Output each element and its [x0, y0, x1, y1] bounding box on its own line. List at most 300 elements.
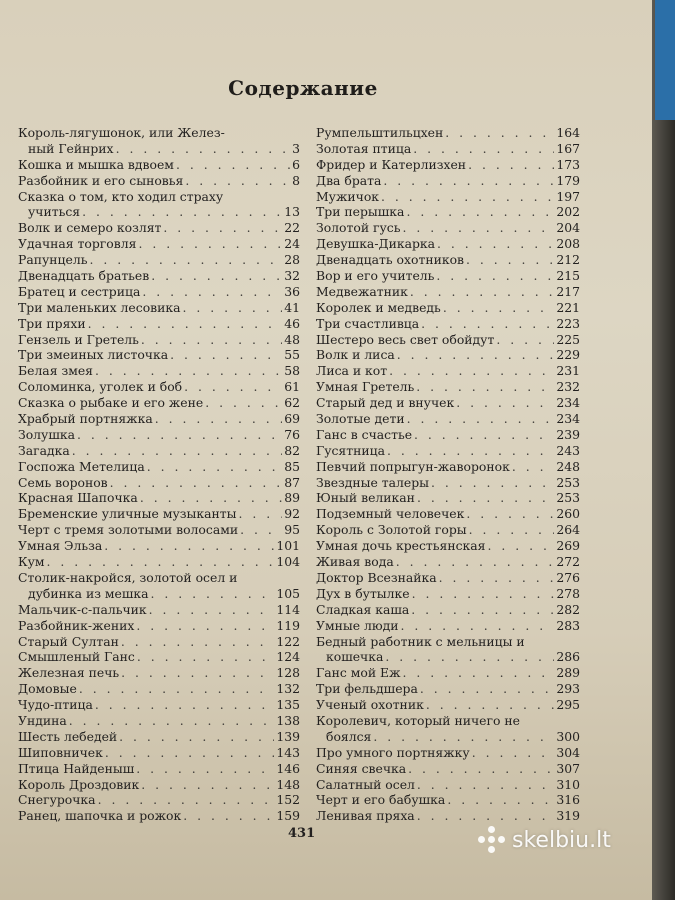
dot-leader: [445, 125, 554, 141]
toc-entry-title: Шесть лебедей: [18, 728, 118, 744]
dot-leader: [443, 300, 555, 316]
toc-entry: [18, 522, 300, 538]
toc-entry-title: Рапунцель: [18, 252, 88, 268]
toc-entry-page: 105: [276, 585, 300, 601]
dot-leader: [406, 204, 554, 220]
toc-entry-page: 139: [276, 728, 300, 744]
toc-entry-title: Снегурочка: [18, 792, 96, 808]
dot-leader: [417, 777, 554, 793]
dot-leader: [69, 713, 275, 729]
toc-entry: [316, 618, 580, 634]
toc-entry-title: Сказка о рыбаке и его жене: [18, 395, 204, 411]
toc-entry: [316, 808, 580, 824]
toc-entry: [316, 792, 580, 808]
toc-entry: [18, 443, 300, 459]
toc-entry: [18, 173, 300, 189]
toc-entry-page: 8: [292, 172, 300, 188]
toc-entry-page: 232: [556, 379, 580, 395]
dot-leader: [383, 173, 554, 189]
toc-entry-page: 243: [556, 442, 580, 458]
dot-leader: [421, 316, 554, 332]
toc-entry-title: Удачная торговля: [18, 236, 137, 252]
toc-entry-title: Двенадцать братьев: [18, 268, 150, 284]
toc-entry-page: 272: [556, 554, 580, 570]
watermark-text: skelbiu.lt: [512, 827, 611, 853]
toc-entry-page: 215: [556, 268, 580, 284]
dot-leader: [136, 618, 274, 634]
toc-entry: [18, 618, 300, 634]
toc-entry: [18, 490, 300, 506]
toc-entry: [316, 649, 580, 665]
toc-entry: [316, 777, 580, 793]
toc-entry-page: 148: [276, 776, 300, 792]
toc-right-column: [316, 125, 580, 824]
toc-entry-title: Певчий попрыгун-жаворонок: [316, 458, 510, 474]
dot-leader: [88, 316, 283, 332]
dot-leader: [95, 363, 282, 379]
dot-leader: [141, 332, 282, 348]
toc-entry: [316, 475, 580, 491]
dot-leader: [381, 189, 554, 205]
toc-entry-title: Гусятница: [316, 442, 385, 458]
toc-entry-title: Два брата: [316, 172, 382, 188]
toc-entry-page: 260: [556, 506, 580, 522]
toc-entry-title: Черт с тремя золотыми волосами: [18, 522, 239, 538]
toc-entry: [18, 761, 300, 777]
toc-entry-page: 316: [556, 792, 580, 808]
dot-leader: [439, 570, 555, 586]
toc-entry-page: 36: [284, 283, 300, 299]
dots-logo-icon: [478, 826, 506, 854]
toc-entry-page: 146: [276, 760, 300, 776]
toc-entry-title: Ганс мой Еж: [316, 665, 401, 681]
toc-entry: [316, 189, 580, 205]
dot-leader: [401, 618, 555, 634]
toc-entry-page: 3: [292, 140, 300, 156]
dot-leader: [151, 586, 275, 602]
book-edge: [652, 0, 675, 900]
toc-entry-page: 269: [556, 538, 580, 554]
toc-entry-title: Умные люди: [316, 617, 399, 633]
toc-entry-title: Загадка: [18, 442, 70, 458]
toc-entry-page: 143: [276, 744, 300, 760]
toc-entry-page: 124: [276, 649, 300, 665]
toc-entry: [316, 586, 580, 602]
dot-leader: [385, 649, 554, 665]
toc-entry-title: Дух в бутылке: [316, 585, 410, 601]
toc-entry: [316, 681, 580, 697]
dot-leader: [468, 157, 554, 173]
book-cover-edge: [655, 0, 675, 120]
dot-leader: [138, 236, 282, 252]
toc-entry-title: Гензель и Гретель: [18, 331, 139, 347]
toc-entry-title: Черт и его бабушка: [316, 792, 446, 808]
toc-entry-page: 6: [292, 156, 300, 172]
toc-entry: [18, 586, 300, 602]
toc-entry-page: 32: [284, 268, 300, 284]
dot-leader: [412, 586, 555, 602]
toc-entry-title: Салатный осел: [316, 776, 415, 792]
toc-entry-page: 289: [556, 665, 580, 681]
toc-entry: [18, 792, 300, 808]
dot-leader: [447, 792, 554, 808]
toc-entry-page: 89: [284, 490, 300, 506]
dot-leader: [82, 204, 282, 220]
dot-leader: [121, 665, 274, 681]
toc-entry: [18, 729, 300, 745]
toc-entry-title: дубинка из мешка: [28, 585, 149, 601]
dot-leader: [437, 236, 554, 252]
toc-entry-page: 24: [284, 236, 300, 252]
toc-entry: [316, 363, 580, 379]
toc-entry-page: 85: [284, 458, 300, 474]
toc-entry: [316, 697, 580, 713]
dot-leader: [183, 808, 274, 824]
toc-entry: [316, 411, 580, 427]
dot-leader: [140, 490, 282, 506]
toc-entry-title: Кошка и мышка вдвоем: [18, 156, 174, 172]
toc-entry-title: Смышленый Ганс: [18, 649, 135, 665]
toc-entry-title: Королек и медведь: [316, 299, 441, 315]
dot-leader: [436, 268, 554, 284]
dot-leader: [417, 808, 555, 824]
toc-entry-page: 300: [556, 728, 580, 744]
dot-leader: [487, 538, 554, 554]
dot-leader: [163, 220, 282, 236]
dot-leader: [155, 411, 283, 427]
toc-entry-title: Мужичок: [316, 188, 380, 204]
toc-entry-page: 132: [276, 681, 300, 697]
toc-entry: [316, 300, 580, 316]
toc-entry: [18, 363, 300, 379]
dot-leader: [413, 141, 554, 157]
toc-entry: [316, 236, 580, 252]
toc-entry-page: 234: [556, 395, 580, 411]
toc-left-column: [18, 125, 300, 824]
toc-entry-title: Шиповничек: [18, 744, 103, 760]
toc-entry: [316, 634, 580, 650]
toc-entry-title: Фридер и Катерлизхен: [316, 156, 467, 172]
toc-entry: [316, 459, 580, 475]
toc-entry-title: Золушка: [18, 426, 75, 442]
toc-entry: [18, 284, 300, 300]
toc-entry-title: Белая змея: [18, 363, 93, 379]
toc-entry: [316, 506, 580, 522]
dot-leader: [496, 332, 554, 348]
toc-entry-title: Ранец, шапочка и рожок: [18, 808, 182, 824]
toc-entry: [18, 332, 300, 348]
toc-entry-page: 48: [284, 331, 300, 347]
toc-entry: [18, 395, 300, 411]
toc-entry-title: Чудо-птица: [18, 697, 93, 713]
toc-entry-title: Птица Найденыш: [18, 760, 135, 776]
toc-entry-page: 95: [284, 522, 300, 538]
toc-entry-title: Кум: [18, 554, 45, 570]
toc-entry-title: Братец и сестрица: [18, 283, 141, 299]
dot-leader: [420, 681, 555, 697]
toc-entry-page: 61: [284, 379, 300, 395]
dot-leader: [183, 300, 283, 316]
dot-leader: [95, 697, 274, 713]
toc-entry-page: 173: [556, 156, 580, 172]
toc-entry-page: 253: [556, 490, 580, 506]
toc-entry-title: Красная Шапочка: [18, 490, 138, 506]
toc-entry-title: Сладкая каша: [316, 601, 410, 617]
toc-entry-title: Ундина: [18, 712, 67, 728]
toc-entry-page: 221: [556, 299, 580, 315]
toc-entry-title: Столик-накройся, золотой осел и: [18, 569, 238, 585]
toc-entry: [316, 745, 580, 761]
toc-entry-title: Юный великан: [316, 490, 415, 506]
toc-entry-title: Храбрый портняжка: [18, 411, 153, 427]
toc-entry-title: Разбойник и его сыновья: [18, 172, 184, 188]
toc-entry-page: 138: [276, 712, 300, 728]
dot-leader: [147, 459, 282, 475]
toc-entry-page: 122: [276, 633, 300, 649]
toc-entry: [18, 252, 300, 268]
dot-leader: [185, 173, 290, 189]
toc-entry-page: 104: [276, 554, 300, 570]
toc-entry-page: 304: [556, 744, 580, 760]
dot-leader: [456, 395, 554, 411]
toc-entry-page: 229: [556, 347, 580, 363]
dot-leader: [469, 522, 555, 538]
toc-entry-title: Подземный человечек: [316, 506, 465, 522]
toc-entry: [316, 538, 580, 554]
toc-entry-page: 87: [284, 474, 300, 490]
toc-entry: [316, 141, 580, 157]
toc-entry-title: Вор и его учитель: [316, 268, 435, 284]
toc-entry: [316, 761, 580, 777]
toc-entry-page: 46: [284, 315, 300, 331]
toc-entry-page: 197: [556, 188, 580, 204]
toc-entry: [18, 268, 300, 284]
toc-entry: [18, 316, 300, 332]
toc-entry: [18, 554, 300, 570]
toc-entry: [316, 427, 580, 443]
toc-entry-page: 278: [556, 585, 580, 601]
dot-leader: [89, 252, 282, 268]
dot-leader: [426, 697, 555, 713]
dot-leader: [240, 522, 282, 538]
toc-entry-page: 28: [284, 252, 300, 268]
dot-leader: [403, 220, 555, 236]
dot-leader: [411, 602, 554, 618]
dot-leader: [373, 729, 554, 745]
toc-entry-title: Золотые дети: [316, 411, 405, 427]
toc-entry-title: Король-лягушонок, или Желез-: [18, 125, 225, 140]
toc-entry-page: 234: [556, 411, 580, 427]
toc-entry-title: кошечка: [326, 649, 384, 665]
toc-entry-page: 282: [556, 601, 580, 617]
toc-entry-page: 76: [284, 426, 300, 442]
toc-entry-title: Девушка-Дикарка: [316, 236, 436, 252]
toc-entry: [18, 649, 300, 665]
toc-entry: [316, 284, 580, 300]
dot-leader: [47, 554, 275, 570]
toc-entry-title: Доктор Всезнайка: [316, 569, 437, 585]
toc-entry: [18, 506, 300, 522]
toc-entry-page: 119: [276, 617, 300, 633]
dot-leader: [104, 538, 274, 554]
page-number: 431: [288, 826, 316, 841]
toc-entry: [18, 681, 300, 697]
toc-entry: [316, 395, 580, 411]
toc-entry-page: 69: [284, 411, 300, 427]
toc-entry: [18, 141, 300, 157]
toc-entry: [316, 665, 580, 681]
dot-leader: [512, 459, 555, 475]
toc-entry: [316, 443, 580, 459]
dot-leader: [417, 490, 554, 506]
dot-leader: [387, 443, 554, 459]
toc-entry: [316, 347, 580, 363]
toc-entry: [316, 522, 580, 538]
toc-entry-title: Золотая птица: [316, 140, 412, 156]
dot-leader: [184, 379, 282, 395]
dot-leader: [402, 665, 554, 681]
toc-entry-title: Медвежатник: [316, 283, 408, 299]
toc-entry-title: Про умного портняжку: [316, 744, 470, 760]
toc-entry-title: Звездные талеры: [316, 474, 430, 490]
dot-leader: [466, 506, 554, 522]
dot-leader: [142, 284, 282, 300]
toc-entry-title: Ленивая пряха: [316, 808, 415, 824]
watermark: [478, 826, 611, 854]
toc-entry-title: Румпельштильцхен: [316, 125, 444, 140]
toc-entry: [316, 125, 580, 141]
dot-leader: [389, 363, 554, 379]
toc-entry: [316, 204, 580, 220]
dot-leader: [416, 379, 554, 395]
toc-entry-page: 223: [556, 315, 580, 331]
toc-entry-title: Госпожа Метелица: [18, 458, 145, 474]
dot-leader: [407, 411, 555, 427]
toc-entry-title: Золотой гусь: [316, 220, 401, 236]
toc-entry: [18, 411, 300, 427]
toc-entry: [18, 379, 300, 395]
toc-entry: [316, 268, 580, 284]
toc-entry: [316, 602, 580, 618]
dot-leader: [77, 427, 282, 443]
toc-entry-title: Король с Золотой горы: [316, 522, 467, 538]
toc-entry-title: Синяя свечка: [316, 760, 407, 776]
toc-entry-title: Домовые: [18, 681, 77, 697]
toc-entry: [18, 808, 300, 824]
toc-entry: [18, 347, 300, 363]
toc-entry: [18, 777, 300, 793]
toc-entry: [316, 570, 580, 586]
toc-entry: [316, 173, 580, 189]
dot-leader: [72, 443, 282, 459]
toc-entry-title: Три счастливца: [316, 315, 420, 331]
toc-entry: [18, 745, 300, 761]
toc-entry-page: 55: [284, 347, 300, 363]
toc-entry-page: 135: [276, 697, 300, 713]
toc-entry: [18, 459, 300, 475]
toc-entry-title: Бедный работник с мельницы и: [316, 633, 525, 649]
toc-entry-page: 159: [276, 808, 300, 824]
toc-entry-page: 13: [284, 204, 300, 220]
dot-leader: [414, 427, 554, 443]
toc-entry: [18, 220, 300, 236]
toc-entry: [18, 634, 300, 650]
page-title: Содержание: [228, 76, 378, 100]
toc-entry-title: Мальчик-с-пальчик: [18, 601, 147, 617]
toc-entry: [316, 332, 580, 348]
toc-entry: [18, 602, 300, 618]
dot-leader: [176, 157, 290, 173]
toc-entry: [18, 157, 300, 173]
toc-entry-page: 128: [276, 665, 300, 681]
toc-entry-title: Лиса и кот: [316, 363, 388, 379]
dot-leader: [137, 649, 275, 665]
toc-entry-title: Умная Эльза: [18, 538, 103, 554]
toc-entry-page: 92: [284, 506, 300, 522]
toc-entry-page: 310: [556, 776, 580, 792]
toc-entry-title: Ученый охотник: [316, 697, 424, 713]
dot-leader: [121, 634, 274, 650]
toc-entry-title: Разбойник-жених: [18, 617, 135, 633]
toc-entry-title: Семь воронов: [18, 474, 108, 490]
toc-entry: [18, 236, 300, 252]
toc-entry: [316, 713, 580, 729]
toc-entry: [316, 157, 580, 173]
toc-entry-title: Три маленьких лесовика: [18, 299, 181, 315]
toc-entry-page: 114: [276, 601, 300, 617]
toc-entry-page: 225: [556, 331, 580, 347]
toc-entry-title: Железная печь: [18, 665, 120, 681]
toc-entry-title: боялся: [326, 728, 372, 744]
toc-entry-title: Три змеиных листочка: [18, 347, 169, 363]
dot-leader: [136, 761, 274, 777]
toc-entry-page: 239: [556, 426, 580, 442]
toc-entry-page: 22: [284, 220, 300, 236]
toc-entry: [18, 713, 300, 729]
toc-entry-page: 167: [556, 140, 580, 156]
toc-entry-title: Волк и семеро козлят: [18, 220, 162, 236]
toc-entry-page: 286: [556, 649, 580, 665]
dot-leader: [410, 284, 554, 300]
toc-entry-page: 217: [556, 283, 580, 299]
dot-leader: [397, 347, 555, 363]
toc-entry: [18, 125, 300, 141]
toc-entry-page: 253: [556, 474, 580, 490]
toc-entry: [316, 379, 580, 395]
toc-entry-title: ный Гейнрих: [28, 140, 114, 156]
toc-entry-title: Ганс в счастье: [316, 426, 413, 442]
toc-entry: [18, 475, 300, 491]
toc-entry: [18, 697, 300, 713]
dot-leader: [431, 475, 554, 491]
dot-leader: [116, 141, 291, 157]
toc-entry-title: Старый дед и внучек: [316, 395, 455, 411]
toc-entry-page: 295: [556, 697, 580, 713]
toc-entry: [18, 300, 300, 316]
toc-entry: [18, 538, 300, 554]
toc-entry-page: 152: [276, 792, 300, 808]
dot-leader: [396, 554, 555, 570]
toc-entry-page: 204: [556, 220, 580, 236]
dot-leader: [151, 268, 282, 284]
toc-entry: [316, 729, 580, 745]
toc-entry-title: Умная Гретель: [316, 379, 415, 395]
dot-leader: [98, 792, 275, 808]
dot-leader: [149, 602, 275, 618]
dot-leader: [238, 506, 282, 522]
toc-entry: [316, 554, 580, 570]
toc-entry-page: 208: [556, 236, 580, 252]
